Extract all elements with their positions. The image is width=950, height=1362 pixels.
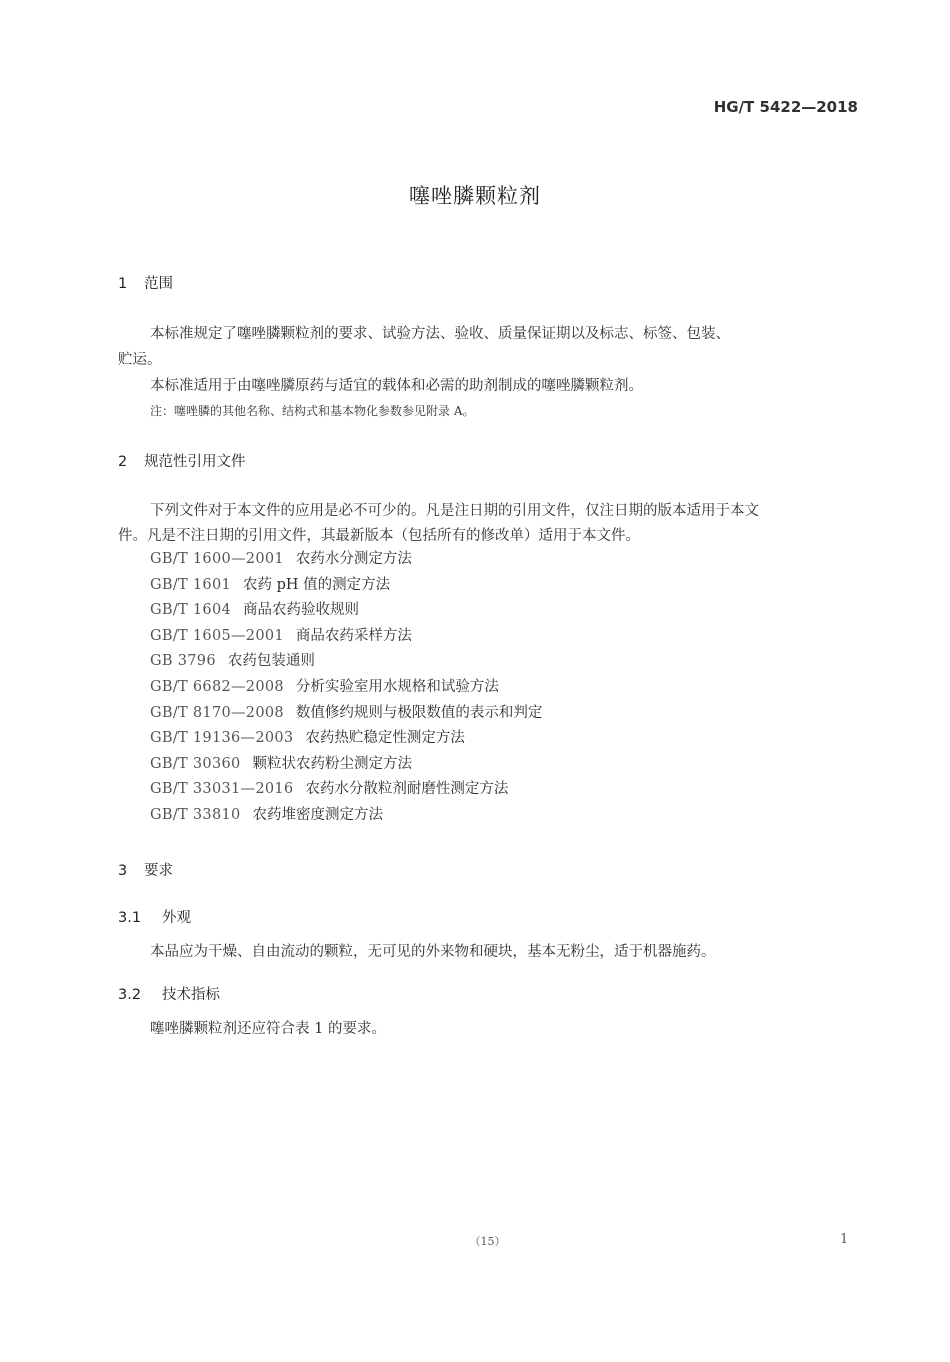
reference-title: 商品农药验收规则 bbox=[243, 602, 360, 619]
section-1-number: 1 bbox=[118, 276, 128, 292]
reference-code: GB/T 1605—2001 bbox=[150, 627, 284, 644]
reference-list bbox=[150, 547, 542, 829]
scope-paragraph-1-line-1: 本标准规定了噻唑膦颗粒剂的要求、试验方法、验收、质量保证期以及标志、标签、包装、 bbox=[150, 326, 730, 342]
section-1-title: 范围 bbox=[144, 276, 173, 292]
reference-title: 颗粒状农药粉尘测定方法 bbox=[252, 755, 413, 772]
reference-item bbox=[150, 649, 542, 675]
section-2-title: 规范性引用文件 bbox=[144, 454, 246, 470]
tech-spec-text: 噻唑膦颗粒剂还应符合表 1 的要求。 bbox=[150, 1021, 386, 1037]
note-text: 噻唑膦的其他名称、结构式和基本物化参数参见附录 A。 bbox=[174, 404, 475, 418]
section-3-2-title: 技术指标 bbox=[162, 987, 220, 1003]
reference-code: GB/T 33810 bbox=[150, 806, 241, 823]
reference-item bbox=[150, 675, 542, 701]
reference-code: GB/T 6682—2008 bbox=[150, 678, 284, 695]
section-3-1-title: 外观 bbox=[162, 910, 191, 926]
reference-item bbox=[150, 624, 542, 650]
scope-note bbox=[150, 402, 475, 419]
section-1-heading bbox=[118, 272, 173, 293]
section-3-2-heading bbox=[118, 983, 220, 1004]
reference-title: 分析实验室用水规格和试验方法 bbox=[295, 678, 499, 695]
page-number: 1 bbox=[840, 1232, 849, 1247]
document-title: 噻唑膦颗粒剂 bbox=[409, 184, 541, 208]
reference-title: 农药包装通则 bbox=[227, 653, 315, 670]
scope-paragraph-2: 本标准适用于由噻唑膦原药与适宜的载体和必需的助剂制成的噻唑膦颗粒剂。 bbox=[150, 378, 643, 394]
section-3-heading bbox=[118, 859, 173, 880]
reference-code: GB/T 19136—2003 bbox=[150, 730, 294, 747]
reference-item bbox=[150, 547, 542, 573]
reference-item bbox=[150, 701, 542, 727]
section-2-heading bbox=[118, 450, 246, 471]
footer-volume-number: （15） bbox=[469, 1235, 506, 1248]
reference-title: 农药热贮稳定性测定方法 bbox=[305, 730, 465, 747]
scope-paragraph-1-line-2: 贮运。 bbox=[118, 352, 162, 368]
reference-code: GB/T 33031—2016 bbox=[150, 781, 294, 798]
section-3-number: 3 bbox=[118, 863, 128, 879]
reference-code: GB/T 1604 bbox=[150, 602, 232, 619]
section-3-1-number: 3.1 bbox=[118, 910, 142, 926]
reference-title: 数值修约规则与极限数值的表示和判定 bbox=[295, 704, 543, 721]
reference-item bbox=[150, 573, 542, 599]
reference-item bbox=[150, 777, 542, 803]
reference-title: 农药堆密度测定方法 bbox=[252, 806, 384, 823]
section-3-title: 要求 bbox=[144, 863, 173, 879]
references-intro-line-1: 下列文件对于本文件的应用是必不可少的。凡是注日期的引用文件，仅注日期的版本适用于本文 bbox=[150, 503, 759, 519]
reference-code: GB/T 1600—2001 bbox=[150, 551, 284, 567]
reference-item bbox=[150, 598, 542, 624]
section-3-1-heading bbox=[118, 906, 191, 927]
note-label: 注： bbox=[150, 404, 175, 418]
section-3-2-number: 3.2 bbox=[118, 987, 142, 1003]
reference-title: 农药 pH 值的测定方法 bbox=[243, 576, 391, 593]
reference-title: 农药水分测定方法 bbox=[295, 551, 412, 567]
reference-item bbox=[150, 803, 542, 829]
reference-code: GB/T 1601 bbox=[150, 576, 232, 593]
reference-title: 农药水分散粒剂耐磨性测定方法 bbox=[305, 781, 509, 798]
section-2-number: 2 bbox=[118, 454, 128, 470]
standard-code: HG/T 5422—2018 bbox=[713, 98, 858, 116]
reference-item bbox=[150, 726, 542, 752]
reference-code: GB/T 30360 bbox=[150, 755, 241, 772]
appearance-text: 本品应为干燥、自由流动的颗粒，无可见的外来物和硬块，基本无粉尘，适于机器施药。 bbox=[150, 944, 716, 960]
reference-code: GB/T 8170—2008 bbox=[150, 704, 284, 721]
reference-code: GB 3796 bbox=[150, 653, 216, 670]
reference-title: 商品农药采样方法 bbox=[295, 627, 412, 644]
references-intro-line-2: 件。凡是不注日期的引用文件，其最新版本（包括所有的修改单）适用于本文件。 bbox=[118, 528, 640, 544]
reference-item bbox=[150, 752, 542, 778]
